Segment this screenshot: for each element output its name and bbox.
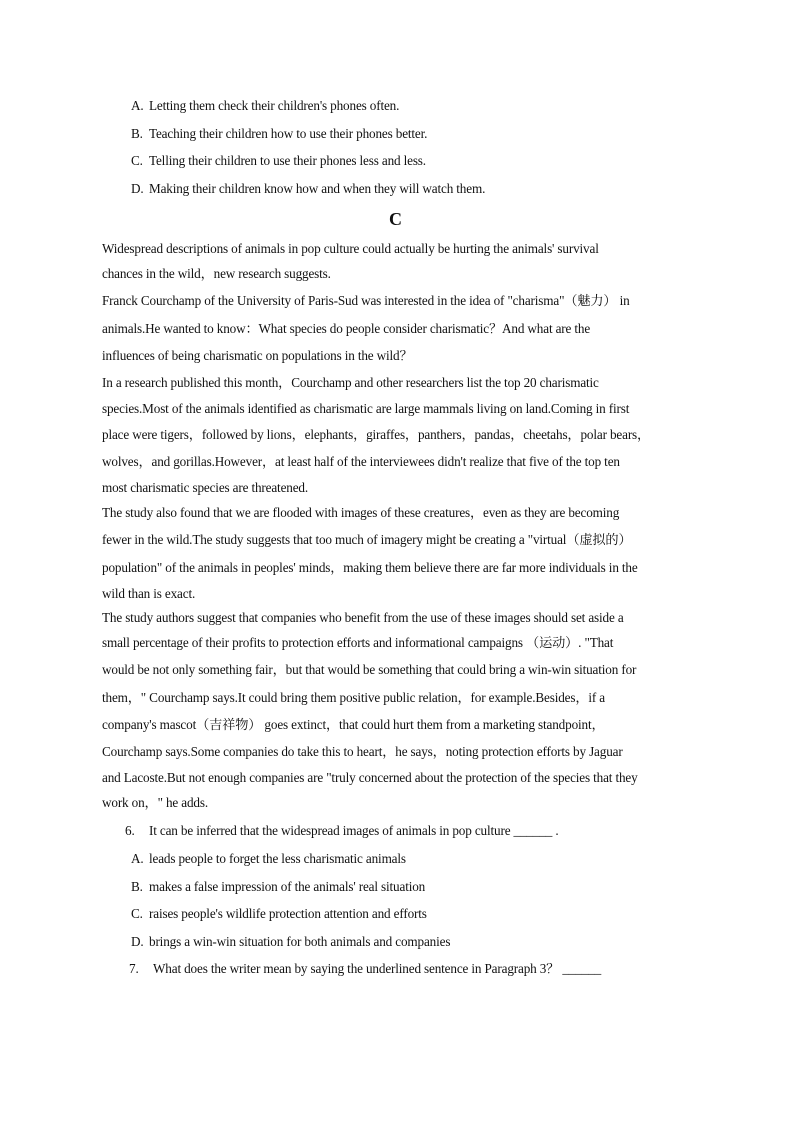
passage-line: them，" Courchamp says.It could bring them positive public relation，for example.Besides，if a <box>102 690 606 705</box>
q6-option-d[interactable] <box>131 934 450 950</box>
option-label: B. <box>131 879 143 894</box>
option-text: leads people to forget the less charismatic animals <box>149 851 406 866</box>
option-label: C. <box>131 153 143 168</box>
passage-line: fewer in the wild.The study suggests that too much of imagery might be creating a "virtual（虚拟的） <box>102 532 632 547</box>
passage-line: species.Most of the animals identified as charismatic are large mammals living on land.Coming in first <box>102 401 630 416</box>
passage-line: In a research published this month，Courchamp and other researchers list the top 20 charismatic <box>102 375 599 390</box>
question-number: 6. <box>125 823 135 838</box>
prev-option-a <box>131 98 399 114</box>
option-label: A. <box>131 851 144 866</box>
passage-line: Franck Courchamp of the University of Paris-Sud was interested in the idea of "charisma"（魅力） in <box>102 293 630 308</box>
passage-line: population" of the animals in peoples' minds，making them believe there are far more individuals in the <box>102 560 638 575</box>
question-7 <box>129 961 601 977</box>
option-label: D. <box>131 934 144 949</box>
passage-line: The study also found that we are flooded with images of these creatures，even as they are becoming <box>102 505 620 520</box>
option-label: C. <box>131 906 143 921</box>
passage-line: place were tigers，followed by lions，elephants，giraffes，panthers，pandas，cheetahs，polar bears， <box>102 427 651 442</box>
passage-line: company's mascot（吉祥物） goes extinct，that could hurt them from a marketing standpoint， <box>102 717 605 732</box>
passage-line: animals.He wanted to know：What species do people consider charismatic？And what are the <box>102 321 591 336</box>
option-text: Making their children know how and when they will watch them. <box>149 181 486 196</box>
prev-option-c <box>131 153 426 169</box>
section-heading: C <box>389 209 402 229</box>
passage-line: wild than is exact. <box>102 586 196 601</box>
passage-line: The study authors suggest that companies who benefit from the use of these images should set aside a <box>102 610 624 625</box>
question-6 <box>125 823 559 839</box>
prev-option-d <box>131 181 485 197</box>
option-text: brings a win-win situation for both animals and companies <box>149 934 451 949</box>
question-text: What does the writer mean by saying the underlined sentence in Paragraph 3？ ______ <box>153 961 602 976</box>
passage-line: chances in the wild，new research suggests. <box>102 266 331 281</box>
passage-line: Widespread descriptions of animals in pop culture could actually be hurting the animals' survival <box>102 241 599 256</box>
option-text: Letting them check their children's phones often. <box>149 98 400 113</box>
option-text: Teaching their children how to use their phones better. <box>149 126 428 141</box>
option-text: Telling their children to use their phones less and less. <box>149 153 426 168</box>
passage-line: most charismatic species are threatened. <box>102 480 309 495</box>
q6-option-c[interactable] <box>131 906 427 922</box>
passage-line: wolves，and gorillas.However，at least half of the interviewees didn't realize that five of the top ten <box>102 454 620 469</box>
q6-option-b[interactable] <box>131 879 425 895</box>
question-text: It can be inferred that the widespread images of animals in pop culture ______ . <box>149 823 559 838</box>
question-number: 7. <box>129 961 139 976</box>
option-text: raises people's wildlife protection attention and efforts <box>149 906 427 921</box>
option-label: D. <box>131 181 144 196</box>
passage-line: would be not only something fair，but that would be something that could bring a win-win situation for <box>102 662 637 677</box>
passage-line: work on，" he adds. <box>102 795 208 810</box>
passage-line: and Lacoste.But not enough companies are "truly concerned about the protection of the species that they <box>102 770 638 785</box>
passage-line: Courchamp says.Some companies do take this to heart，he says，noting protection efforts by Jaguar <box>102 744 623 759</box>
prev-option-b <box>131 126 427 142</box>
option-label: B. <box>131 126 143 141</box>
option-label: A. <box>131 98 144 113</box>
passage-line: small percentage of their profits to protection efforts and informational campaigns （运动）. "That <box>102 635 614 650</box>
passage-line: influences of being charismatic on populations in the wild？ <box>102 348 413 363</box>
option-text: makes a false impression of the animals' real situation <box>149 879 426 894</box>
q6-option-a[interactable] <box>131 851 406 867</box>
